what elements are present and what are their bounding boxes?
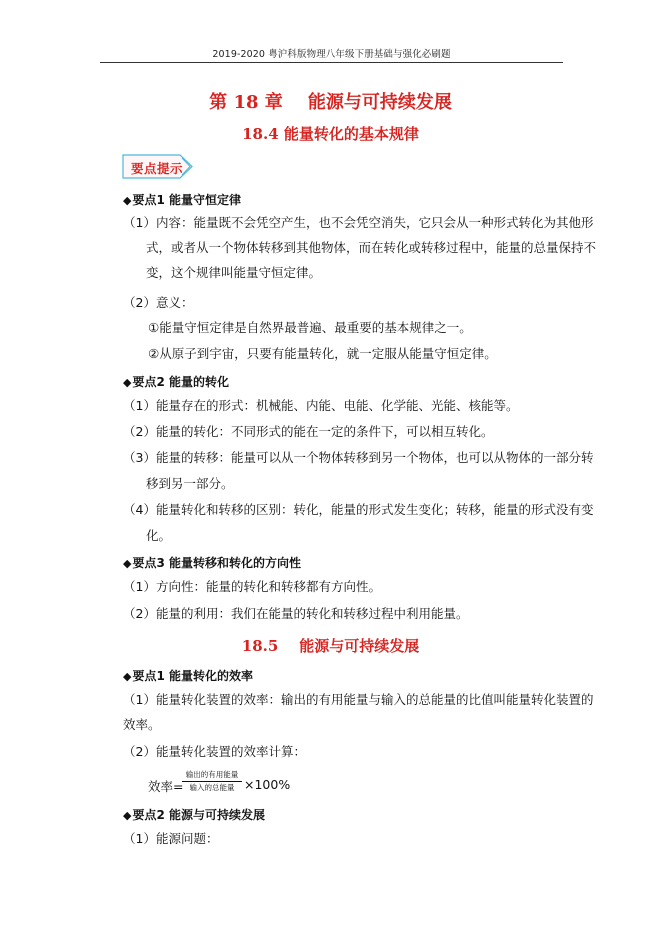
point-heading: ◆要点2 能源与可持续发展 [123, 808, 265, 822]
paragraph-continuation: 化。 [146, 528, 172, 543]
paragraph: （1）能源问题： [123, 831, 219, 846]
diamond-bullet-icon: ◆ [123, 376, 132, 389]
diamond-bullet-icon: ◆ [123, 809, 132, 822]
paragraph: （1）能量存在的形式：机械能、内能、电能、化学能、光能、核能等。 [123, 398, 519, 413]
section-title-18-4: 18.4 能量转化的基本规律 [242, 125, 419, 143]
formula-fraction [182, 770, 242, 793]
fraction-bar [182, 781, 242, 782]
point-heading: ◆要点2 能量的转化 [123, 375, 229, 389]
chapter-title: 第 18 章 能源与可持续发展 [209, 92, 452, 113]
point-heading: ◆要点3 能量转移和转化的方向性 [123, 556, 301, 570]
formula-rhs: ×100% [244, 777, 291, 792]
paragraph-continuation: 移到另一部分。 [146, 476, 234, 491]
paragraph: （2）能量转化装置的效率计算： [123, 744, 306, 759]
paragraph: （3）能量的转移：能量可以从一个物体转移到另一个物体，也可以从物体的一部分转 [123, 450, 594, 465]
paragraph: （2）能量的利用：我们在能量的转化和转移过程中利用能量。 [123, 606, 469, 621]
paragraph: （1）方向性：能量的转化和转移都有方向性。 [123, 579, 381, 594]
paragraph: （4）能量转化和转移的区别：转化，能量的形式发生变化；转移，能量的形式没有变 [123, 502, 594, 517]
list-item: ②从原子到宇宙，只要有能量转化，就一定服从能量守恒定律。 [148, 346, 497, 361]
formula-numerator: 输出的有用能量 [185, 770, 239, 779]
point-heading: ◆要点1 能量转化的效率 [123, 669, 253, 683]
formula-lhs: 效率= [148, 779, 184, 794]
paragraph: （1）内容：能量既不会凭空产生，也不会凭空消失，它只会从一种形式转化为其他形 [123, 215, 594, 230]
diamond-bullet-icon: ◆ [123, 670, 132, 683]
point-heading: ◆要点1 能量守恒定律 [123, 193, 241, 207]
diamond-bullet-icon: ◆ [123, 194, 132, 207]
diamond-bullet-icon: ◆ [123, 557, 132, 570]
paragraph: （1）能量转化装置的效率：输出的有用能量与输入的总能量的比值叫能量转化装置的 [123, 692, 594, 707]
paragraph: （2）能量的转化：不同形式的能在一定的条件下，可以相互转化。 [123, 424, 494, 439]
paragraph: （2）意义： [123, 295, 194, 310]
running-header: 2019-2020 粤沪科版物理八年级下册基础与强化必刷题 [212, 49, 451, 60]
header-rule [100, 62, 563, 63]
paragraph-continuation: 效率。 [123, 717, 161, 732]
section-title-18-5: 18.5 能源与可持续发展 [241, 637, 420, 655]
key-points-badge [122, 154, 194, 179]
list-item: ①能量守恒定律是自然界最普遍、最重要的基本规律之一。 [148, 320, 472, 335]
paragraph-continuation: 式，或者从一个物体转移到其他物体，而在转化或转移过程中，能量的总量保持不 变，这个规律叫能量守恒定律。 [146, 240, 597, 280]
formula-denominator: 输入的总能量 [189, 783, 235, 792]
key-points-label: 要点提示 [131, 161, 184, 176]
